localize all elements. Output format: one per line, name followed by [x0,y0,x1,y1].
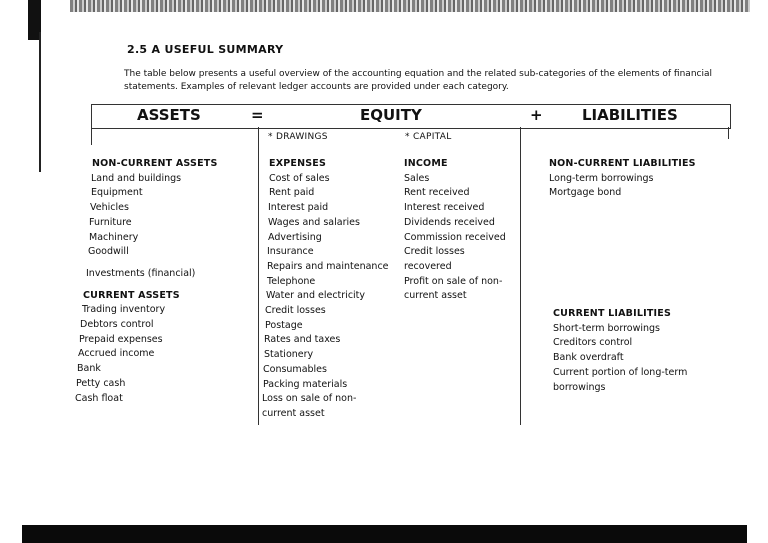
list-item: Credit losses [404,246,465,258]
list-item: recovered [404,260,452,272]
income-column [404,157,506,304]
income-title: INCOME [404,158,448,169]
list-item: Wages and salaries [268,216,360,228]
section-heading: 2.5 A USEFUL SUMMARY [127,43,284,56]
list-item: Repairs and maintenance [267,260,389,272]
list-item: Rates and taxes [264,334,341,346]
list-item: Mortgage bond [549,187,622,199]
header-assets: ASSETS [137,106,201,124]
table-right-edge [728,127,729,139]
list-item: Loss on sale of non- [262,393,357,405]
header-plus: + [530,106,543,124]
list-item: Trading inventory [82,304,166,316]
list-item: Land and buildings [91,172,182,184]
list-item: Goodwill [88,246,129,258]
list-item: Packing materials [263,378,348,390]
table-left-edge [91,127,92,145]
list-item: Furniture [89,216,132,228]
list-item: Interest received [404,202,485,214]
header-equity: EQUITY [360,106,422,124]
scan-shadow-bottom [22,525,747,543]
current-assets-title: CURRENT ASSETS [83,289,180,301]
list-item: current asset [262,407,325,419]
list-item: current asset [404,290,467,302]
list-item: Rent received [404,187,470,199]
list-item: Consumables [263,363,327,375]
non-current-liabilities-title: NON-CURRENT LIABILITIES [549,158,696,169]
list-item: Cost of sales [269,172,330,184]
list-item: Debtors control [80,319,154,331]
list-item: Equipment [91,187,143,199]
intro-paragraph: The table below presents a useful overview of the accounting equation and the related sub-categories of the elements of financial statements. Examples of relevant ledger accounts are provided under each category. [124,69,712,92]
list-item: Water and electricity [266,290,366,302]
assets-column [75,157,218,406]
list-item: Sales [404,172,430,184]
list-item: Current portion of long-term [553,366,688,378]
list-item: borrowings [553,381,606,393]
header-liabilities: LIABILITIES [582,106,678,124]
column-divider-assets [258,127,259,425]
list-item: Petty cash [76,377,126,389]
list-item: Telephone [267,275,316,287]
list-item: Stationery [264,349,314,361]
list-item: Machinery [89,231,139,243]
list-item: Postage [265,319,303,331]
liabilities-non-current [549,157,696,201]
list-item: Vehicles [90,202,129,214]
list-item: Rent paid [269,187,315,199]
list-item: Credit losses [265,305,326,317]
liabilities-current [553,307,687,395]
expenses-column [262,157,389,422]
list-item: Accrued income [78,348,155,360]
list-item: Long-term borrowings [549,172,654,184]
current-liabilities-title: CURRENT LIABILITIES [553,308,671,319]
list-item: Commission received [404,231,506,243]
list-item: Interest paid [268,202,329,214]
investments-item: Investments (financial) [86,267,196,279]
page-edge-line [39,32,41,172]
scan-noise-top [70,0,750,12]
list-item: Dividends received [404,216,495,228]
expenses-title: EXPENSES [269,158,326,169]
non-current-assets-title: NON-CURRENT ASSETS [92,158,218,169]
column-divider-liabilities [520,127,521,425]
list-item: Cash float [75,392,123,404]
list-item: Prepaid expenses [79,333,163,345]
list-item: Short-term borrowings [553,322,661,334]
subhead-drawings: * DRAWINGS [268,132,328,142]
list-item: Advertising [268,231,322,243]
list-item: Bank [77,363,101,375]
list-item: Creditors control [553,337,633,349]
header-equals: = [251,106,264,124]
list-item: Bank overdraft [553,352,624,364]
subhead-capital: * CAPITAL [405,132,452,142]
list-item: Profit on sale of non- [404,275,503,287]
list-item: Insurance [267,246,314,258]
